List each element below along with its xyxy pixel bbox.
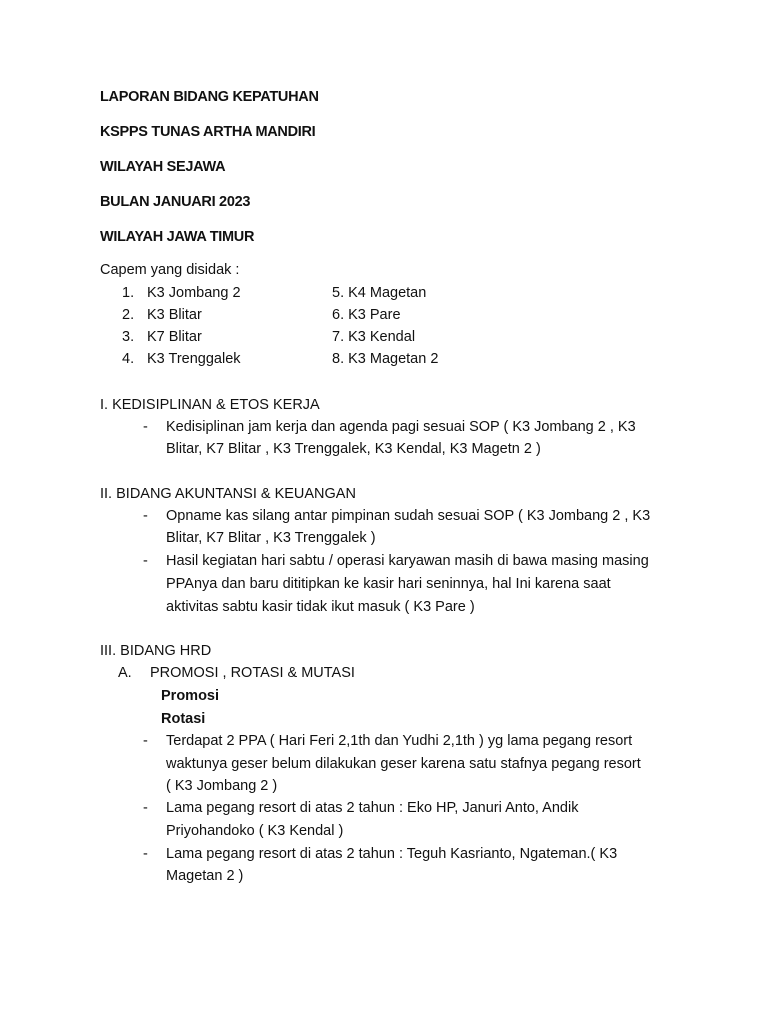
section-2-bullet-1-line-1: Opname kas silang antar pimpinan sudah sesuai SOP ( K3 Jombang 2 , K3 [166,508,651,524]
section-1-title: I. KEDISIPLINAN & ETOS KERJA [100,397,320,413]
subsection-a-title: PROMOSI , ROTASI & MUTASI [150,665,355,681]
capem-item-7: 7. K3 Kendal [332,329,416,345]
organization-name: KSPPS TUNAS ARTHA MANDIRI [100,124,316,140]
report-title: LAPORAN BIDANG KEPATUHAN [100,89,319,105]
section-3-bullet-3-line-2: Magetan 2 ) [166,868,244,884]
bullet-dash: - [143,553,148,569]
capem-item-6: 6. K3 Pare [332,307,401,323]
capem-item-3: K7 Blitar [147,329,202,345]
section-3-title: III. BIDANG HRD [100,643,212,659]
section-1-bullet-1-line-1: Kedisiplinan jam kerja dan agenda pagi sesuai SOP ( K3 Jombang 2 , K3 [166,419,636,435]
capem-num-3: 3. [122,329,135,345]
section-2-bullet-2-line-1: Hasil kegiatan hari sabtu / operasi karyawan masih di bawa masing masing [166,553,649,569]
section-3-bullet-2-line-2: Priyohandoko ( K3 Kendal ) [166,823,344,839]
section-3-bullet-1-line-2: waktunya geser belum dilakukan geser karena satu stafnya pegang resort [166,756,641,772]
subsection-a-letter: A. [118,665,132,681]
section-2-bullet-2-line-3: aktivitas sabtu kasir tidak ikut masuk ( K3 Pare ) [166,599,475,615]
section-3-bullet-3-line-1: Lama pegang resort di atas 2 tahun : Teguh Kasrianto, Ngateman.( K3 [166,846,618,862]
capem-item-1: K3 Jombang 2 [147,285,241,301]
capem-num-2: 2. [122,307,135,323]
capem-item-4: K3 Trenggalek [147,351,241,367]
month-line: BULAN JANUARI 2023 [100,194,251,210]
section-2-bullet-1-line-2: Blitar, K7 Blitar , K3 Trenggalek ) [166,530,376,546]
section-3-bullet-1-line-3: ( K3 Jombang 2 ) [166,778,278,794]
capem-item-5: 5. K4 Magetan [332,285,427,301]
section-2-title: II. BIDANG AKUNTANSI & KEUANGAN [100,486,356,502]
section-3-bullet-2-line-1: Lama pegang resort di atas 2 tahun : Eko HP, Januri Anto, Andik [166,800,579,816]
capem-item-8: 8. K3 Magetan 2 [332,351,439,367]
region-line: WILAYAH SEJAWA [100,159,226,175]
capem-item-2: K3 Blitar [147,307,202,323]
section-1-bullet-1-line-2: Blitar, K7 Blitar , K3 Trenggalek, K3 Kendal, K3 Magetn 2 ) [166,441,541,457]
province-line: WILAYAH JAWA TIMUR [100,229,255,245]
section-2-bullet-2-line-2: PPAnya dan baru dititipkan ke kasir hari seninnya, hal Ini karena saat [166,576,611,592]
bullet-dash: - [143,419,148,435]
capem-intro: Capem yang disidak : [100,262,240,278]
promosi-heading: Promosi [161,688,220,704]
section-3-bullet-1-line-1: Terdapat 2 PPA ( Hari Feri 2,1th dan Yudhi 2,1th ) yg lama pegang resort [166,733,633,749]
capem-num-1: 1. [122,285,135,301]
bullet-dash: - [143,733,148,749]
capem-num-4: 4. [122,351,135,367]
bullet-dash: - [143,800,148,816]
rotasi-heading: Rotasi [161,711,206,727]
bullet-dash: - [143,846,148,862]
bullet-dash: - [143,508,148,524]
